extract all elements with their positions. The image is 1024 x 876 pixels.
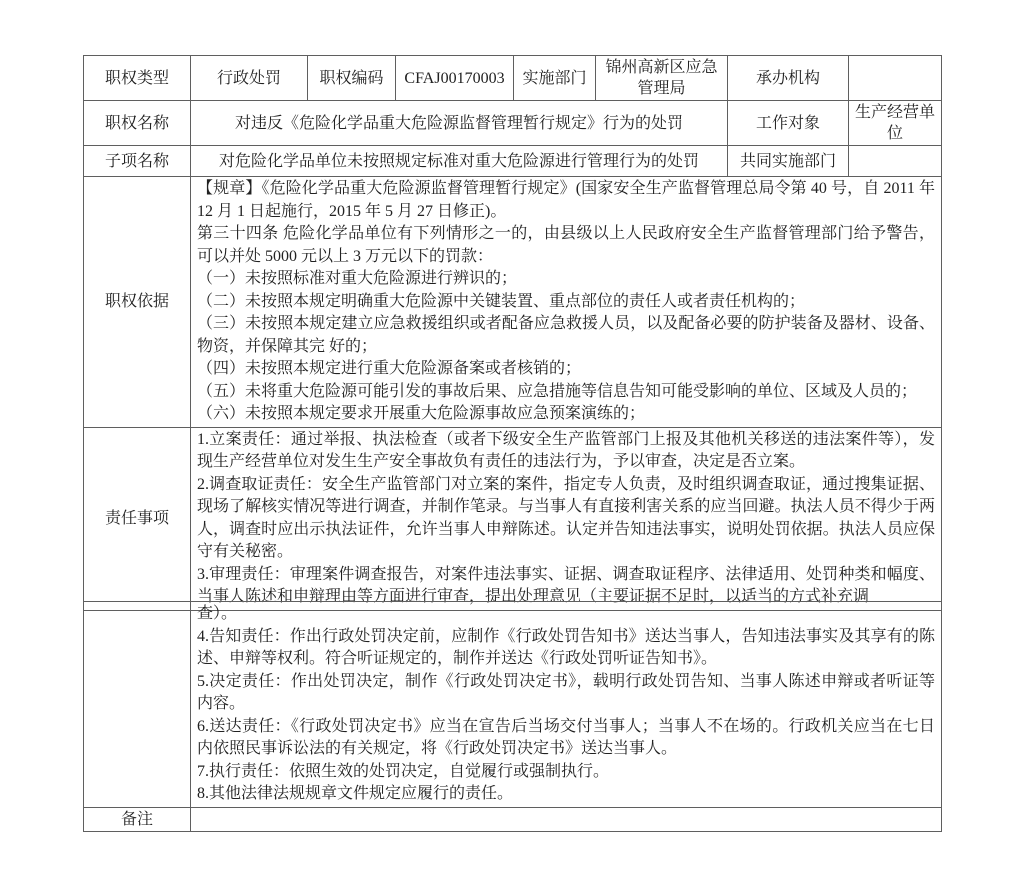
paragraph: 2.调查取证责任：安全生产监管部门对立案的案件，指定专人负责，及时组织调查取证，通过搜集证据、现场了解核实情况等进行调查，并制作笔录。与当事人有直接利害关系的应当回避。执法人员不得少于两人，调查时应出示执法证件，允许当事人申辩陈述。认定并告知违法事实，说明处罚依据。执法人员应保守有关秘密。 xyxy=(197,475,935,560)
paragraph: （五）未将重大危险源可能引发的事故后果、应急措施等信息告知可能受影响的单位、区域及人员的； xyxy=(197,382,918,400)
responsibility-items-continuation-label xyxy=(84,602,191,808)
paragraph: 第三十四条 危险化学品单位有下列情形之一的，由县级以上人民政府安全生产监督管理部门给予警告，可以并处 5000 元以上 3 万元以下的罚款： xyxy=(197,225,935,265)
responsibility-items-label: 责任事项 xyxy=(84,427,191,610)
table-row xyxy=(84,807,942,831)
paragraph: 6.送达责任：《行政处罚决定书》应当在宣告后当场交付当事人；当事人不在场的。行政机关应当在七日内依照民事诉讼法的有关规定，将《行政处罚决定书》送达当事人。 xyxy=(197,717,935,757)
table-row xyxy=(84,146,942,177)
paragraph: 查）。 xyxy=(197,605,238,622)
paragraph: 7.执行责任：依照生效的处罚决定，自觉履行或强制执行。 xyxy=(197,762,610,780)
paragraph: 4.告知责任：作出行政处罚决定前，应制作《行政处罚告知书》送达当事人，告知违法事实及其享有的陈述、申辩等权利。符合听证规定的，制作并送达《行政处罚听证告知书》。 xyxy=(197,627,935,667)
work-object-value: 生产经营单位 xyxy=(849,101,942,146)
authority-table-upper xyxy=(83,55,942,611)
paragraph: 3.审理责任：审理案件调查报告，对案件违法事实、证据、调查取证程序、法律适用、处罚种类和幅度、当事人陈述和申辩理由等方面进行审查，提出处理意见（主要证据不足时，以适当的方式补充调 xyxy=(197,565,935,605)
legal-basis-text xyxy=(191,177,942,428)
paragraph: 【规章】《危险化学品重大危险源监督管理暂行规定》(国家安全生产监督管理总局令第 40 号，自 2011 年 12 月 1 日起施行，2015 年 5 月 27 日修正)。 xyxy=(197,180,935,220)
work-object-label: 工作对象 xyxy=(728,101,849,146)
authority-table-lower xyxy=(83,601,942,832)
table-row xyxy=(84,56,942,101)
table-row xyxy=(84,427,942,610)
paragraph: 1.立案责任：通过举报、执法检查（或者下级安全生产监管部门上报及其他机关移送的违法案件等），发现生产经营单位对发生生产安全事故负有责任的违法行为，予以审查，决定是否立案。 xyxy=(197,430,935,470)
authority-name-value: 对违反《危险化学品重大危险源监督管理暂行规定》行为的处罚 xyxy=(191,101,728,146)
authority-code-label: 职权编码 xyxy=(308,56,396,101)
paragraph: 5.决定责任：作出处罚决定，制作《行政处罚决定书》，载明行政处罚告知、当事人陈述申辩或者听证等内容。 xyxy=(197,672,935,712)
joint-implementing-dept-value xyxy=(849,146,942,177)
implementing-dept-label: 实施部门 xyxy=(514,56,596,101)
joint-implementing-dept-label: 共同实施部门 xyxy=(728,146,849,177)
authority-name-label: 职权名称 xyxy=(84,101,191,146)
legal-basis-label: 职权依据 xyxy=(84,177,191,428)
remarks-label: 备注 xyxy=(84,807,191,831)
handling-agency-value xyxy=(849,56,942,101)
paragraph: （三）未按照本规定建立应急救援组织或者配备应急救援人员，以及配备必要的防护装备及器材、设备、物资，并保障其完 好的； xyxy=(197,315,935,355)
authority-type-label: 职权类型 xyxy=(84,56,191,101)
subitem-name-label: 子项名称 xyxy=(84,146,191,177)
paragraph: （二）未按照本规定明确重大危险源中关键装置、重点部位的责任人或者责任机构的； xyxy=(197,292,806,310)
table-row xyxy=(84,602,942,808)
handling-agency-label: 承办机构 xyxy=(728,56,849,101)
implementing-dept-value: 锦州高新区应急管理局 xyxy=(596,56,728,101)
responsibility-items-text-part2 xyxy=(191,602,942,808)
remarks-value xyxy=(191,807,942,831)
subitem-name-value: 对危险化学品单位未按照规定标准对重大危险源进行管理行为的处罚 xyxy=(191,146,728,177)
authority-type-value: 行政处罚 xyxy=(191,56,308,101)
responsibility-items-text-part1 xyxy=(191,427,942,610)
paragraph: （四）未按照本规定进行重大危险源备案或者核销的； xyxy=(197,360,582,377)
authority-code-value: CFAJ00170003 xyxy=(396,56,514,101)
table-row xyxy=(84,101,942,146)
paragraph: 8.其他法律法规规章文件规定应履行的责任。 xyxy=(197,785,514,802)
table-row xyxy=(84,177,942,428)
paragraph: （六）未按照本规定要求开展重大危险源事故应急预案演练的； xyxy=(197,405,646,422)
paragraph: （一）未按照标准对重大危险源进行辨识的； xyxy=(197,270,518,287)
